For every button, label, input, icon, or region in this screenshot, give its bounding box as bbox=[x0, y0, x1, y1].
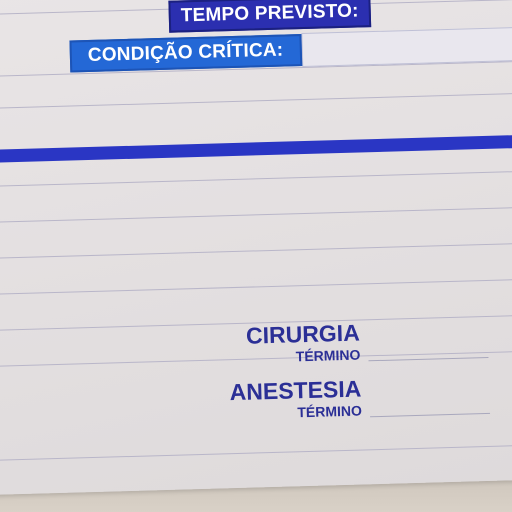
ruled-line bbox=[0, 444, 512, 461]
ruled-line bbox=[0, 242, 512, 259]
cirurgia-termino-line bbox=[368, 357, 488, 361]
condicao-critica-field bbox=[301, 26, 512, 67]
anestesia-label: ANESTESIA bbox=[229, 375, 362, 406]
condicao-critica-label bbox=[69, 34, 301, 72]
ruled-line bbox=[0, 170, 512, 187]
tempo-previsto-label bbox=[168, 0, 371, 33]
tempo-previsto-text: TEMPO PREVISTO: bbox=[180, 0, 359, 27]
ruled-line bbox=[0, 92, 512, 109]
cirurgia-label: CIRURGIA bbox=[245, 319, 361, 349]
ruled-line bbox=[0, 206, 512, 223]
ruled-line bbox=[0, 278, 512, 295]
blue-divider-band bbox=[0, 134, 512, 163]
anestesia-termino-label: TÉRMINO bbox=[297, 402, 363, 421]
condicao-critica-text: CONDIÇÃO CRÍTICA: bbox=[87, 39, 284, 67]
cirurgia-termino-label: TÉRMINO bbox=[295, 346, 361, 365]
anestesia-termino-line bbox=[370, 413, 490, 417]
